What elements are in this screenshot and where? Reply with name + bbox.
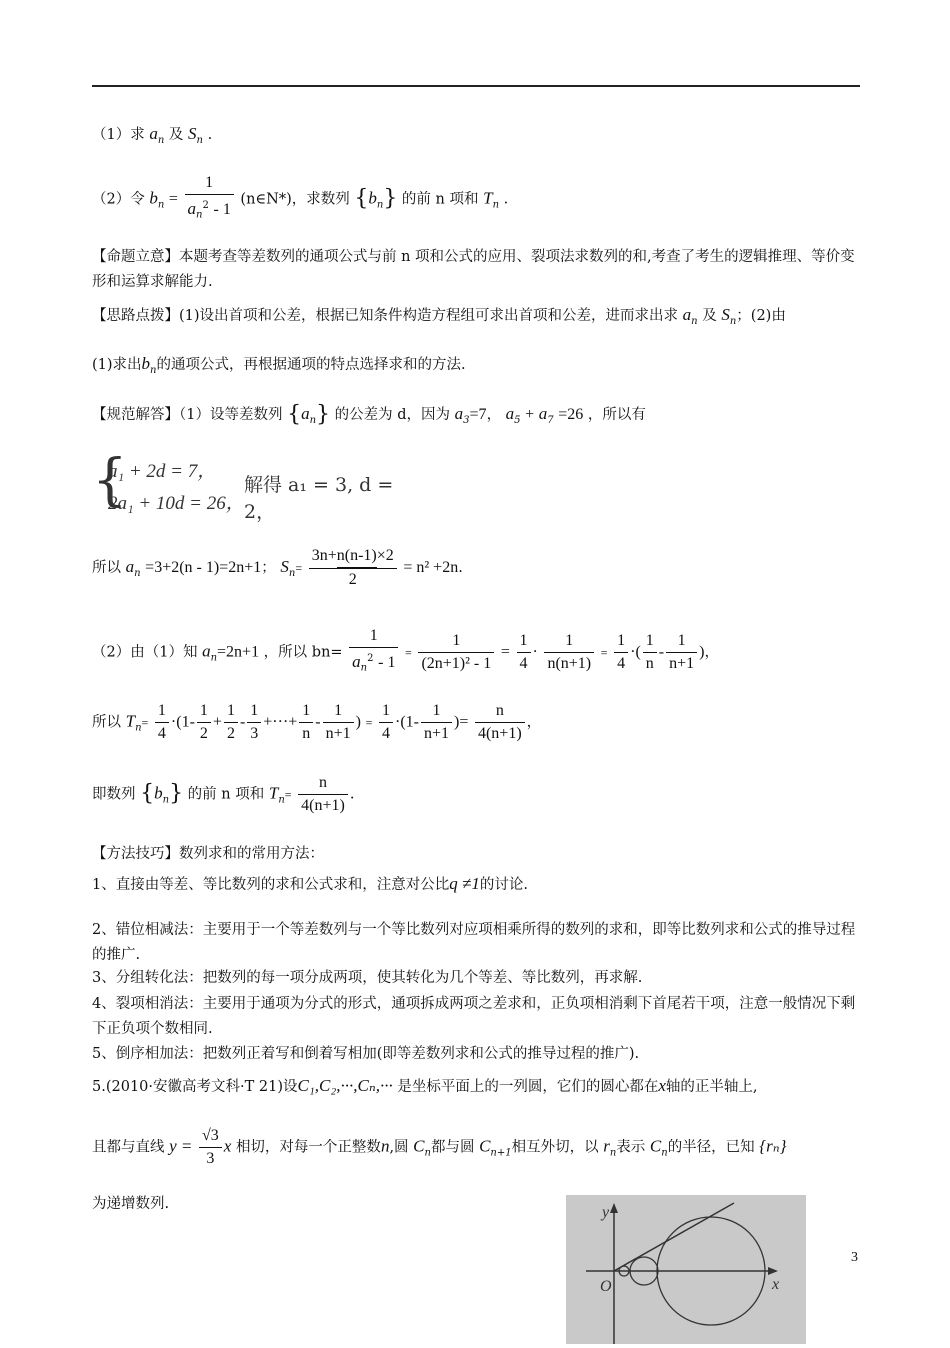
equation-system: [92, 448, 422, 523]
figure-origin-label: O: [600, 1278, 612, 1295]
conclusion-tn: 即数列 $\{b_n\}$ 的前 n 项和 $T_n=$ $\frac{n}{4(n+1)}$ .: [92, 774, 355, 814]
method-5: 5、倒序相加法：把数列正着写和倒着写相加(即等差数列求和公式的推导过程的推广).: [92, 1046, 640, 1062]
system-row-2: 2a₁ + 10d = 26，: [108, 493, 245, 514]
circles-figure-svg: [566, 1195, 806, 1344]
figure-y-label: y: [602, 1204, 610, 1221]
fangfa-heading: 【方法技巧】数列求和的常用方法：: [92, 846, 324, 862]
part2-bn: （2）由（1）知 $a_n=2n+1$ ，所以 bn= $\frac{1}{a_n^2 - 1}$ = $\frac{1}{\text{(2n+1)² - 1}}$ = $\frac{1}{4}$ · $\frac{1}{n(n+1)}$ = $\frac{1}{4}$ ·( $\frac{1}{n}$ - $\frac{1}{n+1}$ )，: [92, 627, 719, 674]
page-number: 3: [851, 1250, 858, 1265]
mingti-label: 【命题立意】: [92, 249, 179, 265]
header-rule: [92, 85, 860, 87]
method-3: 3、分组转化法：把数列的每一项分成两项，使其转化为几个等差、等比数列，再求解.: [92, 970, 643, 986]
circles-figure: [566, 1195, 806, 1344]
system-solution: 解得 a₁ = 3, d = 2，: [244, 474, 394, 523]
fraction: $\frac{1}{a_n^2 - 1}$: [185, 172, 234, 227]
problem5-line-2: 且都与直线 y = $\frac{√3}{3}$ x 相切，对每一个正整数n,圆 $C_n$都与圆 $C_{n+1}$相互外切，以 $r_n$表示 $C_n$的半径，已知 {rₙ}: [92, 1127, 787, 1167]
mingti-text: 本题考查等差数列的通项公式与前 n 项和公式的应用、裂项法求数列的和,考查了考生的逻辑推理、等价变形和运算求解能力.: [92, 249, 855, 290]
result-an-sn: 所以 $a_n =3+2(n - 1)=2n+1$； $S_n=$ $\frac{3n+n(n-1)\times 2}{2}$ = n² +2n.: [92, 545, 463, 591]
system-brace: {: [92, 448, 128, 513]
silu-line-2: (1)求出$b_n$的通项公式，再根据通项的特点选择求和的方法.: [92, 354, 466, 376]
question-2: （2）令 $b_n$ = $\frac{1}{a_n^2 - 1}$ (n∈N*)，求数列 $\{b_n\}$ 的前 n 项和 $T_n$ .: [92, 172, 508, 227]
method-1: 1、直接由等差、等比数列的求和公式求和，注意对公比q ≠1的讨论.: [92, 874, 528, 893]
problem5-line-3: 为递增数列.: [92, 1196, 170, 1212]
method-4: 4、裂项相消法：主要用于通项为分式的形式，通项拆成两项之差求和，正负项相消剩下首尾若干项，注意一般情况下剩下正负项个数相同.: [92, 996, 856, 1037]
guifan-line: 【规范解答】（1）设等差数列 $\{a_n\}$ 的公差为 d，因为 $a_3=7$， $a_5 + a_7 =26$ ，所以有: [92, 402, 646, 427]
method-2: 2、错位相减法：主要用于一个等差数列与一个等比数列对应项相乘所得的数列的求和，即等比数列求和公式的推导过程的推广.: [92, 922, 856, 963]
silu-line-1: 【思路点拨】(1)设出首项和公差，根据已知条件构造方程组可求出首项和公差，进而求出求 $a_n$ 及 $S_n$；(2)由: [92, 305, 786, 327]
mingti-paragraph: [92, 245, 862, 295]
question-1: （1）求 $a_n$ 及 $S_n$ .: [92, 124, 213, 146]
problem5-line-1: 5.(2010·安徽高考文科·T 21)设C₁,C₂,···,Cₙ,··· 是坐标平面上的一列圆，它们的圆心都在x轴的正半轴上,: [92, 1076, 758, 1095]
system-row-1: a₁ + 2d = 7，: [108, 461, 217, 482]
sn-fraction: $\frac{3n+n(n-1)\times 2}{2}$: [309, 545, 397, 591]
figure-x-label: x: [772, 1276, 780, 1293]
part3-tn: 所以 $T_n=$ $\frac{1}{4}$ ·(1- $\frac{1}{2}$ + $\frac{1}{2}$ - $\frac{1}{3}$ +···+ $\frac{1}{n}$ - $\frac{1}{n+1}$ ) = $\frac{1}{4}$ ·(1- $\frac{1}{n+1}$ )= $\frac{n}{4(n+1)}$ ，: [92, 702, 542, 742]
